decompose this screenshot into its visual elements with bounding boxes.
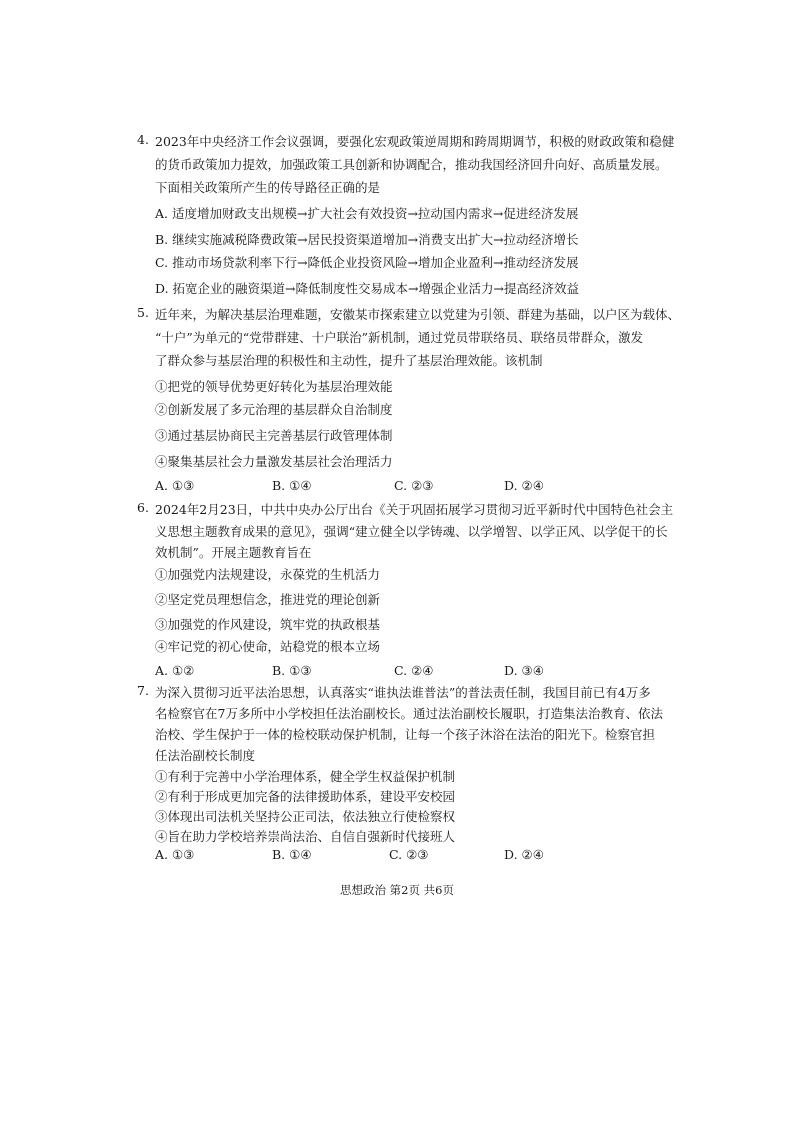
question-stem-line: “十户”为单元的“党带群建、十户联治”新机制，通过党员带联络员、联络员带群众，激发	[155, 330, 644, 345]
question-stem-line: 的货币政策加力提效，加强政策工具创新和协调配合，推动我国经济回升向好、高质量发展。	[155, 157, 668, 172]
answer-option-b[interactable]: B. 继续实施减税降费政策→居民投资渠道增加→消费支出扩大→拉动经济增长	[155, 232, 579, 247]
answer-option-d[interactable]: D. 拓宽企业的融资渠道→降低制度性交易成本→增强企业活力→提高经济效益	[155, 281, 579, 296]
page-footer: 思想政治 第2页 共6页	[340, 883, 454, 897]
statement-1: ①把党的领导优势更好转化为基层治理效能	[155, 379, 393, 394]
statement-4: ④旨在助力学校培养崇尚法治、自信自强新时代接班人	[155, 829, 456, 844]
question-stem-line: 近年来，为解决基层治理难题，安徽某市探索建立以党建为引领、群建为基础，以户区为载体、	[155, 307, 681, 322]
question-stem-line: 效机制”。开展主题教育旨在	[155, 545, 312, 560]
choice-a[interactable]: A. ①③	[155, 847, 195, 862]
question-stem-line: 下面相关政策所产生的传导路径正确的是	[155, 180, 381, 195]
question-number: 5.	[137, 305, 149, 320]
statement-1: ①加强党内法规建设，永葆党的生机活力	[155, 567, 381, 582]
statement-3: ③通过基层协商民主完善基层行政管理体制	[155, 428, 393, 443]
choice-c[interactable]: C. ②③	[389, 847, 429, 862]
question-stem-line: 任法治副校长制度	[155, 748, 256, 763]
question-stem-line: 为深入贯彻习近平法治思想，认真落实“谁执法谁普法”的普法责任制，我国目前已有4万多	[155, 685, 651, 700]
statement-1: ①有利于完善中小学治理体系，健全学生权益保护机制	[155, 769, 456, 784]
question-stem-line: 名检察官在7万多所中小学校担任法治副校长。通过法治副校长履职，打造集法治教育、依法	[155, 706, 663, 721]
question-stem-line: 2023年中央经济工作会议强调，要强化宏观政策逆周期和跨周期调节，积极的财政政策和稳健	[155, 134, 675, 149]
answer-option-a[interactable]: A. 适度增加财政支出规模→扩大社会有效投资→拉动国内需求→促进经济发展	[155, 206, 579, 221]
question-number: 7.	[137, 683, 149, 698]
question-stem-line: 治校、学生保护于一体的检校联动保护机制，让每一个孩子沐浴在法治的阳光下。检察官担	[155, 727, 656, 742]
choice-c[interactable]: C. ②④	[394, 663, 434, 678]
choice-d[interactable]: D. ②④	[504, 478, 544, 493]
choice-a[interactable]: A. ①②	[155, 663, 195, 678]
choice-d[interactable]: D. ②④	[504, 847, 544, 862]
question-stem-line: 义思想主题教育成果的意见》，强调“建立健全以学铸魂、以学增智、以学正风、以学促干的长	[155, 524, 668, 539]
statement-4: ④聚集基层社会力量激发基层社会治理活力	[155, 454, 393, 469]
statement-2: ②有利于形成更加完备的法律援助体系，建设平安校园	[155, 789, 456, 804]
statement-3: ③加强党的作风建设，筑牢党的执政根基	[155, 617, 381, 632]
choice-b[interactable]: B. ①③	[272, 663, 312, 678]
choice-c[interactable]: C. ②③	[394, 478, 434, 493]
choice-b[interactable]: B. ①④	[272, 847, 312, 862]
question-number: 4.	[137, 132, 149, 147]
statement-3: ③体现出司法机关坚持公正司法，依法独立行使检察权	[155, 809, 456, 824]
statement-4: ④牢记党的初心使命，站稳党的根本立场	[155, 639, 381, 654]
statement-2: ②创新发展了多元治理的基层群众自治制度	[155, 402, 393, 417]
choice-b[interactable]: B. ①④	[272, 478, 312, 493]
choice-a[interactable]: A. ①③	[155, 478, 195, 493]
question-stem-line: 2024年2月23日，中共中央办公厅出台《关于巩固拓展学习贯彻习近平新时代中国特色社会主	[155, 502, 674, 517]
answer-option-c[interactable]: C. 推动市场贷款利率下行→降低企业投资风险→增加企业盈利→推动经济发展	[155, 255, 579, 270]
choice-d[interactable]: D. ③④	[504, 663, 544, 678]
question-stem-line: 了群众参与基层治理的积极性和主动性，提升了基层治理效能。该机制	[155, 353, 543, 368]
question-number: 6.	[137, 500, 149, 515]
statement-2: ②坚定党员理想信念，推进党的理论创新	[155, 592, 381, 607]
